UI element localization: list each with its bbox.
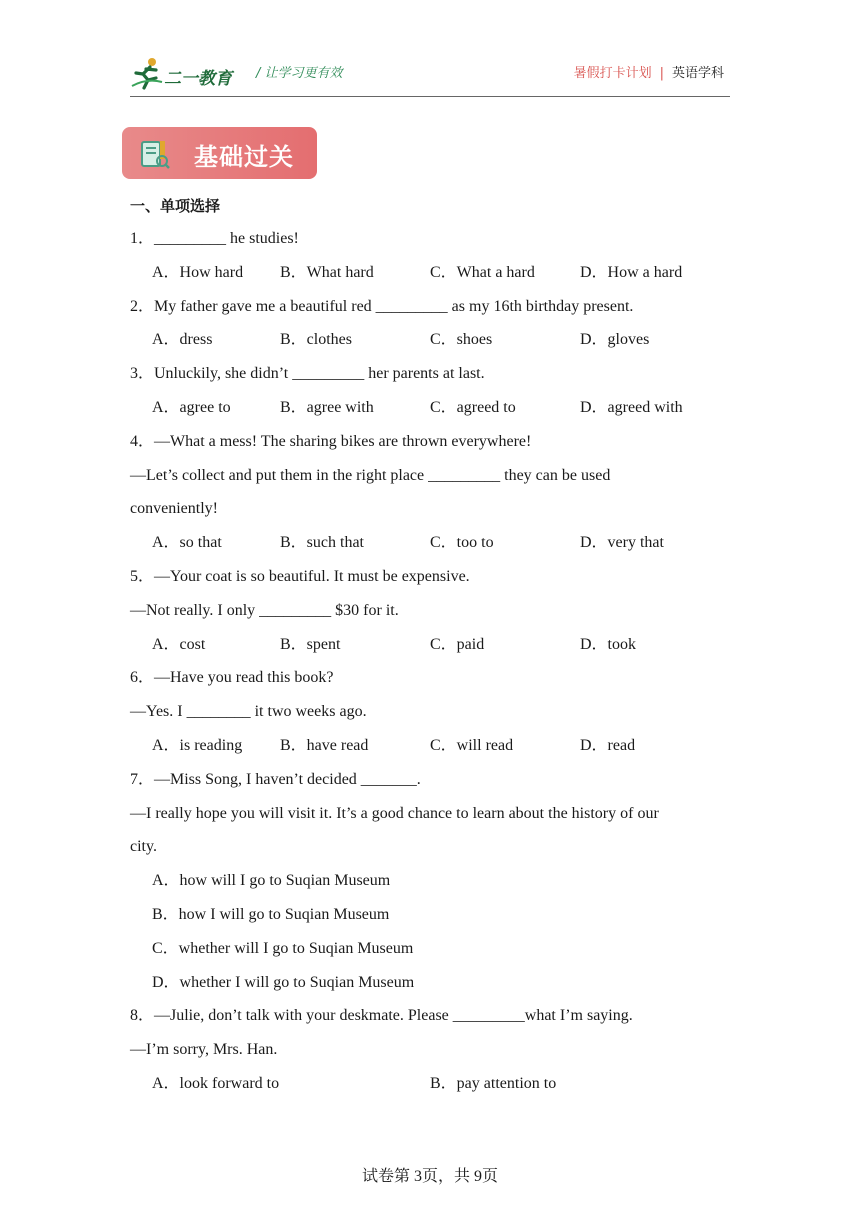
question-7-stem: 7．—Miss Song, I haven’t decided _______. <box>130 770 421 788</box>
option-c: C．paid <box>430 635 485 653</box>
plan-label: 暑假打卡计划 <box>573 66 652 81</box>
question-7-line: —I really hope you will visit it. It’s a good chance to learn about the history of our <box>130 804 659 822</box>
question-6-options <box>130 729 730 763</box>
option-b: B．What hard <box>280 263 374 281</box>
option-b: B．spent <box>280 635 341 653</box>
slogan: / 让学习更有效 <box>256 66 343 81</box>
option-a: A．dress <box>152 331 213 349</box>
question-8-line: —I’m sorry, Mrs. Han. <box>130 1041 278 1059</box>
option-c: C．too to <box>430 534 494 552</box>
question-list <box>130 190 730 1101</box>
option-c: C．shoes <box>430 331 493 349</box>
option-b: B．such that <box>280 534 364 552</box>
option-a: A．look forward to <box>152 1074 280 1092</box>
question-6-line: —Yes. I ________ it two weeks ago. <box>130 703 367 721</box>
question-4-options <box>130 526 730 560</box>
option-b: B．how I will go to Suqian Museum <box>152 905 390 923</box>
question-2-stem: 2．My father gave me a beautiful red _________ as my 16th birthday present. <box>130 297 634 315</box>
option-d: D．very that <box>580 534 664 552</box>
section-title: 一、单项选择 <box>130 197 221 215</box>
question-4-stem: 4．—What a mess! The sharing bikes are thrown everywhere! <box>130 432 532 450</box>
header-separator: | <box>659 66 664 81</box>
page-footer: 试卷第 3页，共 9页 <box>361 1168 498 1185</box>
option-c: C．What a hard <box>430 263 535 281</box>
question-3-stem: 3．Unluckily, she didn’t _________ her parents at last. <box>130 365 485 383</box>
runner-icon <box>130 56 164 90</box>
option-c: C．whether will I go to Suqian Museum <box>152 939 414 957</box>
option-b: B．have read <box>280 736 369 754</box>
option-d: D．gloves <box>580 331 650 349</box>
option-b: B．pay attention to <box>430 1074 557 1092</box>
option-a: A．cost <box>152 635 206 653</box>
option-d: D．read <box>580 736 636 754</box>
option-d: D．agreed with <box>580 398 683 416</box>
option-c: C．agreed to <box>430 398 516 416</box>
option-a: A．how will I go to Suqian Museum <box>152 872 391 890</box>
question-8-options <box>130 1067 730 1101</box>
option-a: A．How hard <box>152 263 244 281</box>
question-1-stem: 1．_________ he studies! <box>130 230 299 247</box>
option-a: A．is reading <box>152 736 243 754</box>
question-8-stem: 8．—Julie, don’t talk with your deskmate. Please _________what I’m saying. <box>130 1007 633 1025</box>
option-c: C．will read <box>430 736 514 754</box>
header-divider <box>130 96 730 97</box>
book-icon <box>138 137 172 171</box>
question-6-stem: 6．—Have you read this book? <box>130 669 334 687</box>
section-banner <box>122 127 317 179</box>
question-1-options <box>130 256 730 290</box>
logo <box>130 56 242 92</box>
question-7-line: city. <box>130 838 157 856</box>
option-a: A．so that <box>152 534 222 552</box>
option-a: A．agree to <box>152 398 231 416</box>
subject-label: 英语学科 <box>671 66 724 81</box>
question-2-options <box>130 323 730 357</box>
option-b: B．clothes <box>280 331 352 349</box>
logo-text: 二一教育 <box>164 69 232 89</box>
question-5-options <box>130 628 730 662</box>
question-3-options <box>130 391 730 425</box>
option-d: D．How a hard <box>580 263 683 281</box>
page-header <box>130 52 730 96</box>
option-b: B．agree with <box>280 398 374 416</box>
question-5-line: —Not really. I only _________ $30 for it. <box>130 601 399 619</box>
option-d: D．took <box>580 635 637 653</box>
question-4-line: —Let’s collect and put them in the right place _________ they can be used <box>130 466 611 484</box>
question-4-line: conveniently! <box>130 500 218 518</box>
header-right <box>574 62 724 81</box>
question-5-stem: 5．—Your coat is so beautiful. It must be expensive. <box>130 567 470 585</box>
option-d: D．whether I will go to Suqian Museum <box>152 973 415 991</box>
banner-title: 基础过关 <box>194 143 294 171</box>
